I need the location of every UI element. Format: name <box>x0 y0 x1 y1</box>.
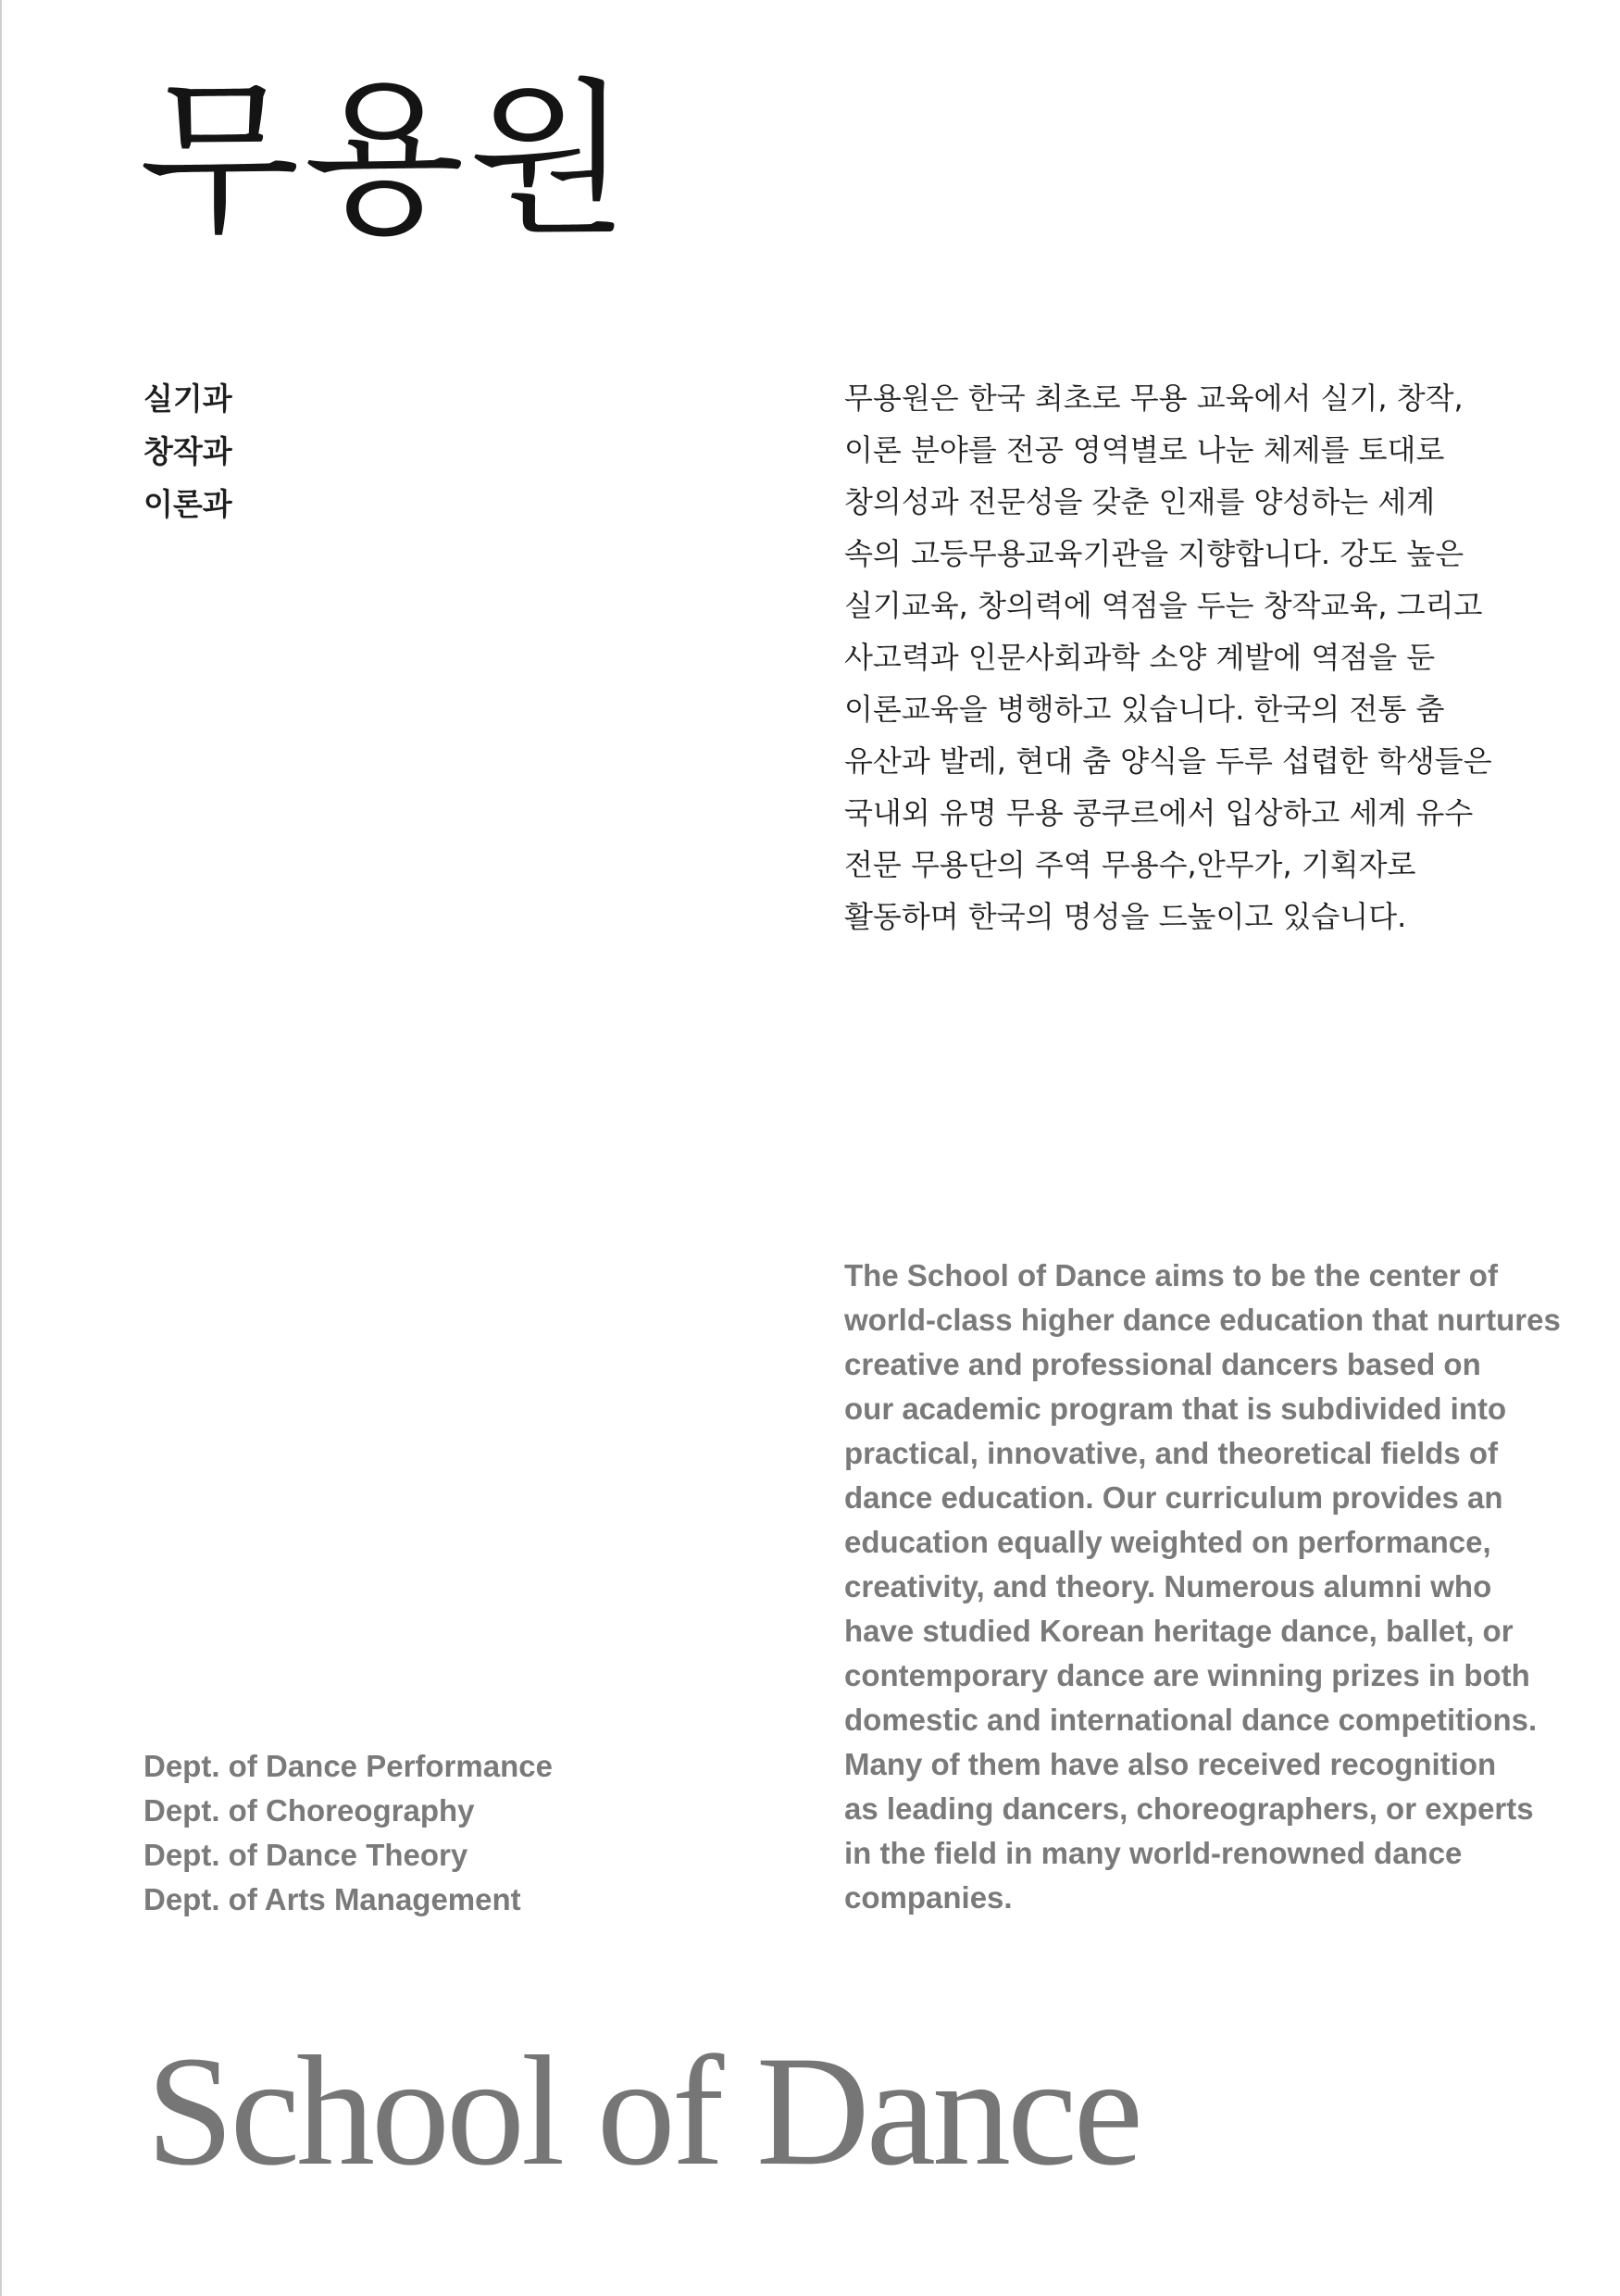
intro-line-korean: 창의성과 전문성을 갖춘 인재를 양성하는 세계 <box>844 484 1436 519</box>
department-item-english: Dept. of Arts Management <box>143 1882 521 1916</box>
intro-line-english: The School of Dance aims to be the center of <box>844 1258 1498 1292</box>
department-item-english: Dept. of Dance Performance <box>143 1749 553 1783</box>
intro-line-english: world-class higher dance education that nurtures <box>844 1303 1561 1337</box>
department-item-korean: 실기과 <box>143 381 232 417</box>
intro-paragraph-english <box>844 1254 1561 1920</box>
intro-line-korean: 국내외 유명 무용 콩쿠르에서 입상하고 세계 유수 <box>844 795 1474 830</box>
intro-line-korean: 이론 분야를 전공 영역별로 나눈 체제를 토대로 <box>844 432 1445 468</box>
department-item-english: Dept. of Dance Theory <box>143 1838 468 1872</box>
intro-line-english: companies. <box>844 1880 1013 1915</box>
intro-line-korean: 유산과 발레, 현대 춤 양식을 두루 섭렵한 학생들은 <box>844 743 1492 779</box>
page-title-english: School of Dance <box>146 2024 1140 2198</box>
intro-line-english: in the field in many world-renowned dance <box>844 1836 1463 1870</box>
department-item-english: Dept. of Choreography <box>143 1793 475 1828</box>
intro-line-korean: 이론교육을 병행하고 있습니다. 한국의 전통 춤 <box>844 692 1445 727</box>
intro-line-korean: 활동하며 한국의 명성을 드높이고 있습니다. <box>844 899 1407 934</box>
intro-line-korean: 사고력과 인문사회과학 소양 계발에 역점을 둔 <box>844 640 1436 675</box>
department-item-korean: 이론과 <box>143 486 232 522</box>
intro-line-english: contemporary dance are winning prizes in both <box>844 1658 1530 1692</box>
intro-line-english: as leading dancers, choreographers, or experts <box>844 1791 1534 1826</box>
intro-line-english: dance education. Our curriculum provides an <box>844 1480 1503 1515</box>
intro-line-korean: 실기교육, 창의력에 역점을 두는 창작교육, 그리고 <box>844 588 1483 623</box>
intro-line-english: creative and professional dancers based on <box>844 1347 1481 1381</box>
page-edge-divider <box>0 0 2 2296</box>
intro-line-english: have studied Korean heritage dance, ballet, or <box>844 1614 1514 1648</box>
page-title-korean: 무용원 <box>139 64 633 257</box>
intro-line-korean: 전문 무용단의 주역 무용수,안무가, 기획자로 <box>844 847 1416 882</box>
department-list-english <box>143 1744 553 1922</box>
department-item-korean: 창작과 <box>143 433 232 469</box>
intro-line-english: creativity, and theory. Numerous alumni who <box>844 1569 1492 1603</box>
intro-line-english: education equally weighted on performance, <box>844 1525 1491 1559</box>
intro-line-english: our academic program that is subdivided into <box>844 1391 1507 1426</box>
intro-line-english: Many of them have also received recognition <box>844 1747 1497 1781</box>
intro-line-korean: 무용원은 한국 최초로 무용 교육에서 실기, 창작, <box>844 381 1464 416</box>
intro-paragraph-korean <box>844 372 1492 942</box>
intro-line-korean: 속의 고등무용교육기관을 지향합니다. 강도 높은 <box>844 536 1464 571</box>
intro-line-english: domestic and international dance competitions. <box>844 1703 1538 1737</box>
intro-line-english: practical, innovative, and theoretical fields of <box>844 1436 1499 1470</box>
department-list-korean <box>143 372 232 530</box>
